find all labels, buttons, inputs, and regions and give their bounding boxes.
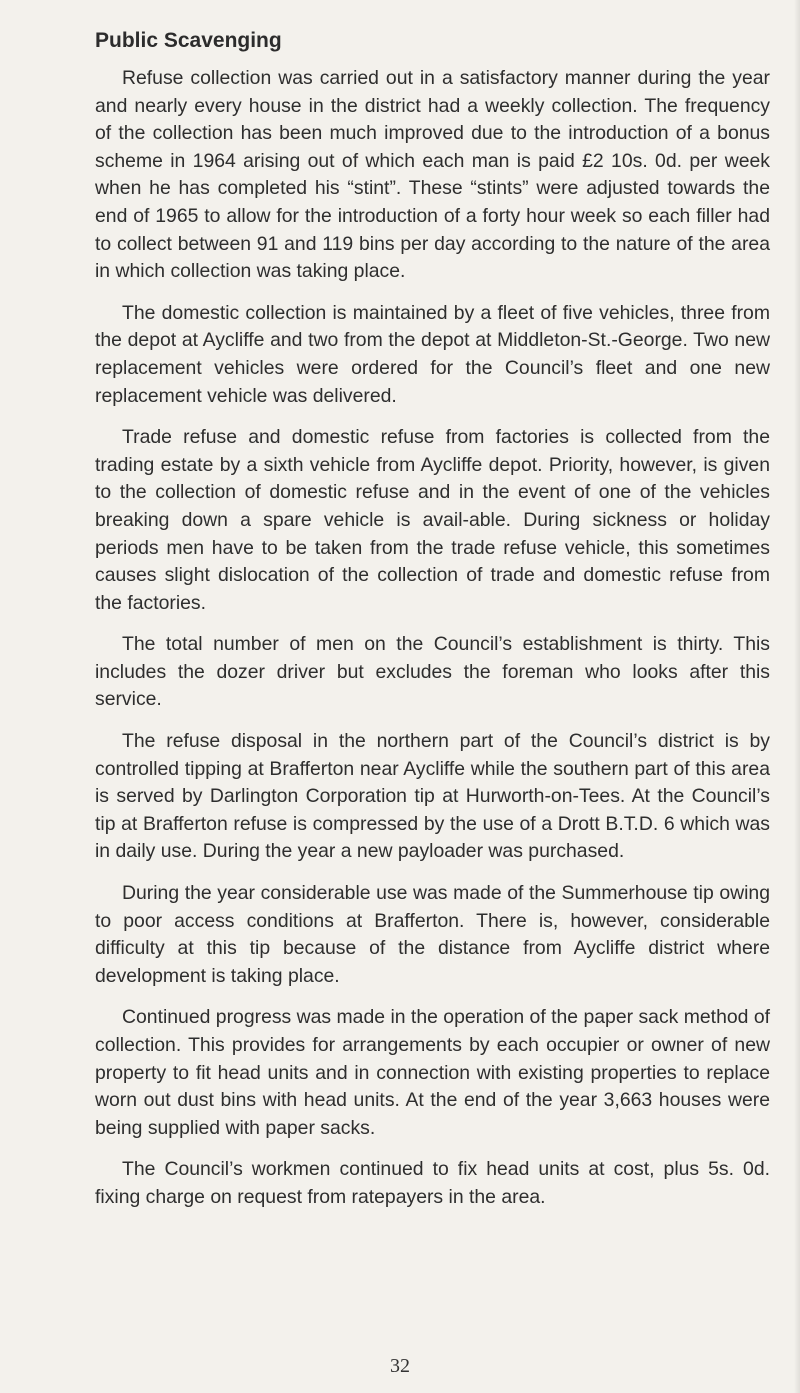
- section-heading: Public Scavenging: [95, 29, 282, 52]
- paragraph-refuse-disposal: The refuse disposal in the northern part of the Council’s district is by controlled tipping at Brafferton near Aycliffe while the southern part of this area is served by Darlington Corporation tip at Hurworth-on-Tees. At the Council’s tip at Brafferton refuse is compressed by the use of a Drott B.T.D. 6 which was in daily use. During the year a new payloader was purchased.: [95, 730, 770, 863]
- page-number: 32: [390, 1355, 410, 1377]
- paragraph-trade-refuse: Trade refuse and domestic refuse from factories is collected from the trading estate by a sixth vehicle from Aycliffe depot. Priority, however, is given to the collection of domestic refuse and in the event of one of the vehicles breaking down a spare vehicle is avail-able. During sickness or holiday periods men have to be taken from the trade refuse vehicle, this sometimes causes slight dislocation of the collection of trade and domestic refuse from the factories.: [95, 426, 770, 614]
- paragraph-summerhouse-tip: During the year considerable use was made of the Summerhouse tip owing to poor access conditions at Brafferton. There is, however, considerable difficulty at this tip because of the distance from Aycliffe district where development is taking place.: [95, 882, 770, 987]
- paragraph-establishment: The total number of men on the Council’s establishment is thirty. This includes the dozer driver but excludes the foreman who looks after this service.: [95, 633, 770, 711]
- paragraph-refuse-collection: Refuse collection was carried out in a satisfactory manner during the year and nearly every house in the district had a weekly collection. The frequency of the collection has been much improved due to the introduction of a bonus scheme in 1964 arising out of which each man is paid £2 10s. 0d. per week when he has completed his “stint”. These “stints” were adjusted towards the end of 1965 to allow for the introduction of a forty hour week so each filler had to collect between 91 and 119 bins per day according to the nature of the area in which collection was taking place.: [95, 67, 770, 283]
- paragraph-head-units: The Council’s workmen continued to fix head units at cost, plus 5s. 0d. fixing charge on request from ratepayers in the area.: [95, 1158, 770, 1208]
- page-edge-shadow: [794, 0, 800, 1393]
- paragraph-domestic-collection: The domestic collection is maintained by a fleet of five vehicles, three from the depot at Aycliffe and two from the depot at Middleton-St.-George. Two new replacement vehicles were ordered for the Council’s fleet and one new replacement vehicle was delivered.: [95, 301, 770, 407]
- paragraph-paper-sack: Continued progress was made in the operation of the paper sack method of collection. This provides for arrangements by each occupier or owner of new property to fit head units and in connection with existing properties to replace worn out dust bins with head units. At the end of the year 3,663 houses were being supplied with paper sacks.: [95, 1006, 770, 1139]
